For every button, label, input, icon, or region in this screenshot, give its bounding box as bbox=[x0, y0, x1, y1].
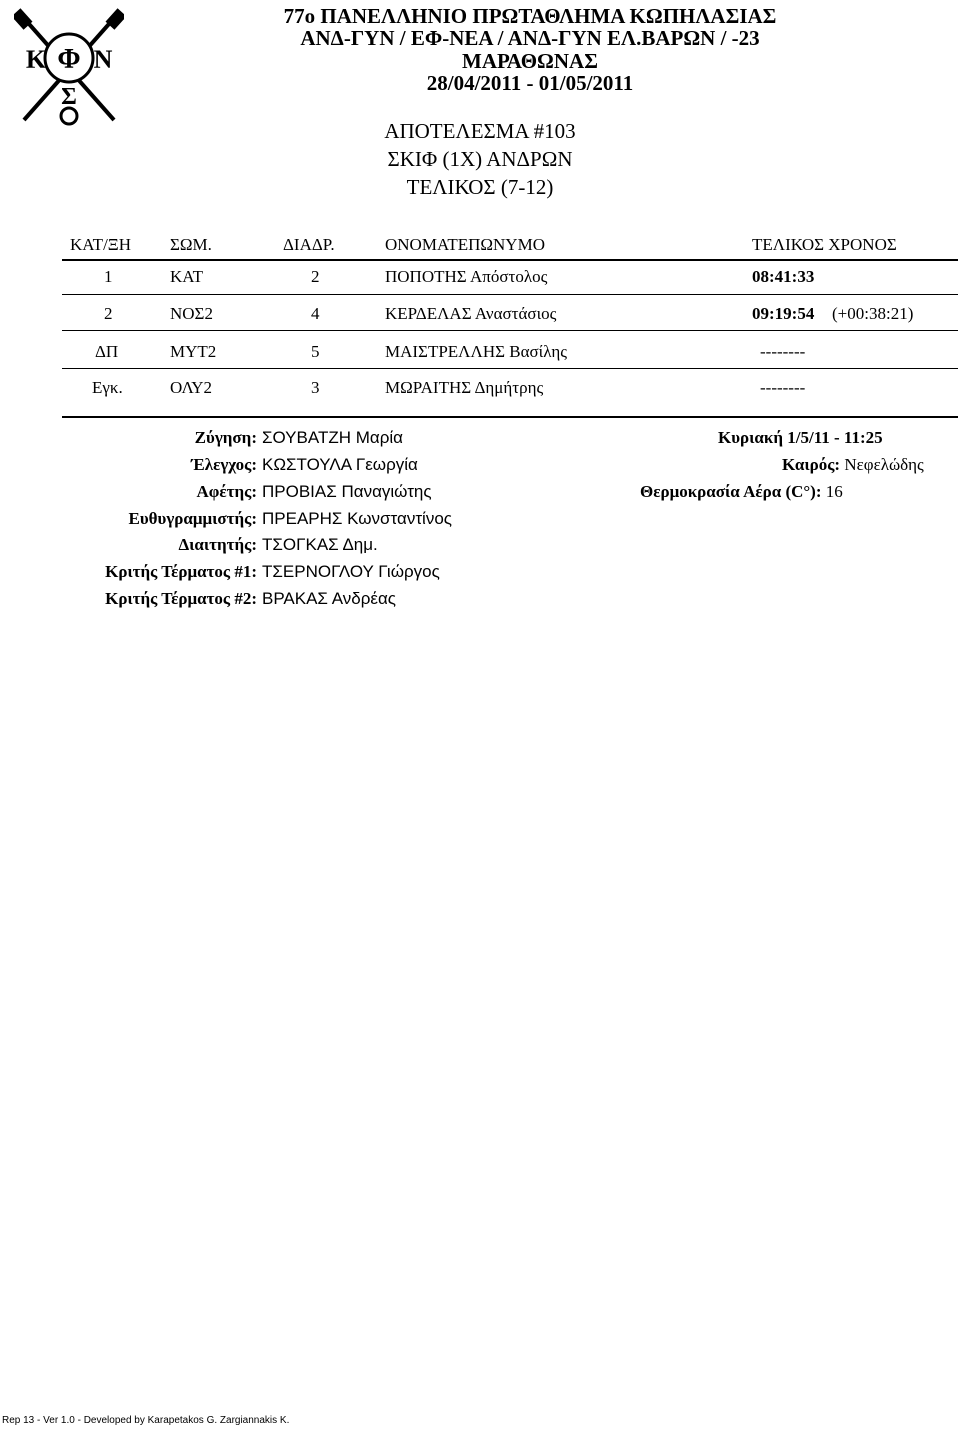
championship-title: 77ο ΠΑΝΕΛΛΗΝΙΟ ΠΡΩΤΑΘΛΗΜΑ ΚΩΠΗΛΑΣΙΑΣ bbox=[283, 4, 777, 28]
crest-letter-phi: Φ bbox=[57, 44, 81, 75]
official-label-finish-judge-1: Κριτής Τέρματος #1: bbox=[105, 562, 257, 581]
row-3-club: ΜΥΤ2 bbox=[170, 342, 217, 361]
row-divider bbox=[62, 294, 958, 295]
official-value-weigh-in: ΣΟΥΒΑΤΖΗ Μαρία bbox=[262, 428, 403, 447]
official-value-finish-judge-1: ΤΣΕΡΝΟΓΛΟΥ Γιώργος bbox=[262, 562, 440, 581]
crest-letter-nu: Ν bbox=[93, 45, 113, 74]
crest-letter-sigma: Σ bbox=[61, 84, 77, 110]
venue: ΜΑΡΑΘΩΝΑΣ bbox=[462, 49, 598, 73]
crest-letter-kappa: Κ bbox=[25, 45, 47, 74]
result-number: ΑΠΟΤΕΛΕΣΜΑ #103 bbox=[384, 119, 576, 143]
row-4-rank: Εγκ. bbox=[92, 378, 123, 397]
row-1-lane: 2 bbox=[311, 267, 320, 286]
boat-class: ΣΚΙΦ (1Χ) ΑΝΔΡΩΝ bbox=[387, 147, 573, 171]
official-value-umpire: ΤΣΟΓΚΑΣ Δημ. bbox=[262, 535, 378, 554]
row-1-rank: 1 bbox=[104, 267, 113, 286]
official-value-starter: ΠΡΟΒΙΑΣ Παναγιώτης bbox=[262, 482, 432, 501]
row-2-club: ΝΟΣ2 bbox=[170, 304, 213, 323]
row-4-time: -------- bbox=[760, 378, 806, 397]
row-4-lane: 3 bbox=[311, 378, 320, 397]
federation-crest-icon bbox=[14, 8, 124, 128]
row-3-lane: 5 bbox=[311, 342, 320, 361]
air-temperature bbox=[640, 481, 843, 503]
weather-value: Νεφελώδης bbox=[844, 455, 924, 474]
official-value-finish-judge-2: ΒΡΑΚΑΣ Ανδρέας bbox=[262, 589, 396, 608]
official-label-finish-judge-2: Κριτής Τέρματος #2: bbox=[105, 589, 257, 608]
column-header-final-time: ΤΕΛΙΚΟΣ ΧΡΟΝΟΣ bbox=[752, 235, 897, 254]
race-datetime: Κυριακή 1/5/11 - 11:25 bbox=[718, 428, 883, 447]
row-2-time-diff: (+00:38:21) bbox=[832, 304, 914, 323]
column-header-club: ΣΩΜ. bbox=[170, 235, 212, 254]
row-divider bbox=[62, 330, 958, 331]
weather-label: Καιρός: bbox=[782, 455, 841, 474]
row-3-rank: ΔΠ bbox=[95, 342, 119, 361]
row-2-time: 09:19:54 bbox=[752, 304, 815, 323]
row-divider bbox=[62, 368, 958, 369]
row-1-name: ΠΟΠΟΤΗΣ Απόστολος bbox=[385, 267, 548, 286]
official-label-umpire: Διαιτητής: bbox=[178, 535, 257, 554]
report-footer: Rep 13 - Ver 1.0 - Developed by Karapetakos G. Zargiannakis K. bbox=[2, 1415, 290, 1426]
official-value-control: ΚΩΣΤΟΥΛΑ Γεωργία bbox=[262, 455, 418, 474]
row-1-time: 08:41:33 bbox=[752, 267, 815, 286]
official-label-starter: Αφέτης: bbox=[196, 482, 257, 501]
row-3-name: ΜΑΙΣΤΡΕΛΛΗΣ Βασίλης bbox=[385, 342, 567, 361]
column-header-name: ΟΝΟΜΑΤΕΠΩΝΥΜΟ bbox=[385, 235, 545, 254]
official-label-aligner: Ευθυγραμμιστής: bbox=[128, 509, 257, 528]
column-header-rank: ΚΑΤ/ΞΗ bbox=[70, 235, 132, 254]
official-label-control: Έλεγχος: bbox=[191, 455, 257, 474]
row-2-name: ΚΕΡΔΕΛΑΣ Αναστάσιος bbox=[385, 304, 557, 323]
row-2-rank: 2 bbox=[104, 304, 113, 323]
weather bbox=[782, 454, 924, 476]
row-2-lane: 4 bbox=[311, 304, 320, 323]
header-divider bbox=[62, 259, 958, 261]
air-temperature-value: 16 bbox=[825, 482, 843, 501]
row-4-name: ΜΩΡΑΙΤΗΣ Δημήτρης bbox=[385, 378, 544, 397]
official-value-aligner: ΠΡΕΑΡΗΣ Κωνσταντίνος bbox=[262, 509, 452, 528]
row-4-club: ΟΛΥ2 bbox=[170, 378, 212, 397]
row-3-time: -------- bbox=[760, 342, 806, 361]
air-temperature-label: Θερμοκρασία Αέρα (C°): bbox=[640, 482, 822, 501]
event-dates: 28/04/2011 - 01/05/2011 bbox=[426, 71, 634, 95]
categories-line: ΑΝΔ-ΓΥΝ / ΕΦ-ΝΕΑ / ΑΝΔ-ΓΥΝ ΕΛ.ΒΑΡΩΝ / -23 bbox=[300, 26, 760, 50]
race-phase: ΤΕΛΙΚΟΣ (7-12) bbox=[406, 175, 554, 199]
table-bottom-divider bbox=[62, 416, 958, 418]
official-label-weigh-in: Ζύγηση: bbox=[194, 428, 257, 447]
column-header-lane: ΔΙΑΔΡ. bbox=[283, 235, 335, 254]
row-1-club: ΚΑΤ bbox=[170, 267, 204, 286]
